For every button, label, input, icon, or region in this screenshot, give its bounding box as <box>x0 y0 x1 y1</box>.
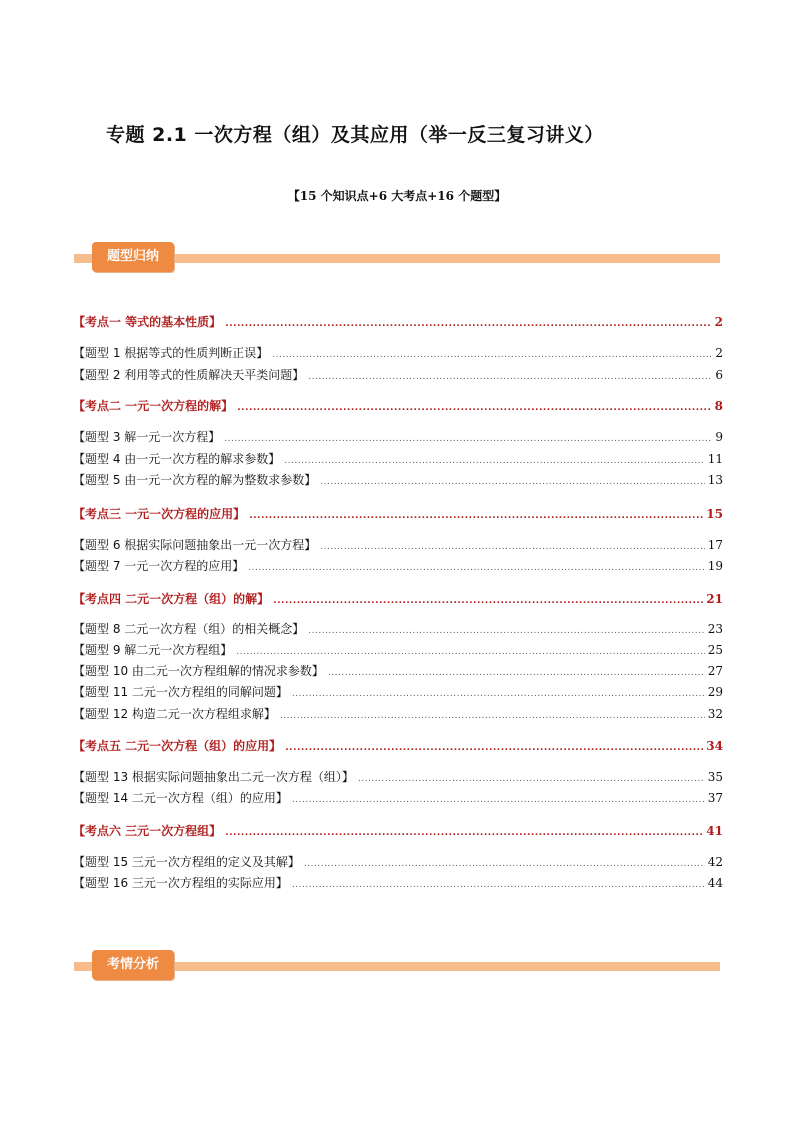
section-label-types: 题型归纳 <box>92 242 174 272</box>
toc-leader-dots <box>249 511 703 521</box>
toc-page-number: 6 <box>715 368 723 382</box>
toc-leader-dots <box>328 668 705 678</box>
toc-leader-dots <box>237 403 711 413</box>
section-label-analysis: 考情分析 <box>92 950 174 980</box>
section-header-analysis <box>74 950 720 984</box>
toc-item-row[interactable] <box>73 705 723 723</box>
toc-page-number: 41 <box>706 824 723 838</box>
toc-page-number: 11 <box>707 452 723 466</box>
toc-leader-dots <box>292 880 705 890</box>
toc-item-row[interactable] <box>73 768 723 786</box>
toc-leader-dots <box>225 828 703 838</box>
toc-category-row[interactable] <box>73 313 723 331</box>
toc-item-row[interactable] <box>73 536 723 554</box>
toc-leader-dots <box>248 563 704 573</box>
toc-page-number: 2 <box>714 315 723 329</box>
toc-page-number: 8 <box>714 399 723 413</box>
toc-page-number: 15 <box>706 507 723 521</box>
toc-page-number: 9 <box>715 430 723 444</box>
toc-category-title: 【考点二 一元一次方程的解】 <box>73 399 234 413</box>
toc-leader-dots <box>358 774 705 784</box>
toc-category-title: 【考点三 一元一次方程的应用】 <box>73 507 246 521</box>
toc-page-number: 32 <box>707 707 723 721</box>
toc-item-title: 【题型 1 根据等式的性质判断正误】 <box>73 346 269 360</box>
toc-leader-dots <box>304 859 705 869</box>
toc-item-row[interactable] <box>73 471 723 489</box>
toc-category-title: 【考点四 二元一次方程（组）的解】 <box>73 592 270 606</box>
toc-category-row[interactable] <box>73 737 723 755</box>
toc-leader-dots <box>308 372 712 382</box>
toc-category-row[interactable] <box>73 397 723 415</box>
toc-category-row[interactable] <box>73 590 723 608</box>
toc-page-number: 25 <box>707 643 723 657</box>
toc-page-number: 21 <box>706 592 723 606</box>
toc-item-title: 【题型 13 根据实际问题抽象出二元一次方程（组）】 <box>73 770 354 784</box>
toc-leader-dots <box>320 542 704 552</box>
toc-item-title: 【题型 4 由一元一次方程的解求参数】 <box>73 452 281 466</box>
toc-page-number: 35 <box>707 770 723 784</box>
toc-leader-dots <box>292 795 705 805</box>
toc-item-row[interactable] <box>73 874 723 892</box>
toc-item-row[interactable] <box>73 428 723 446</box>
toc-leader-dots <box>236 647 704 657</box>
toc-page-number: 34 <box>706 739 723 753</box>
toc-leader-dots <box>292 689 705 699</box>
toc-item-row[interactable] <box>73 620 723 638</box>
toc-item-row[interactable] <box>73 344 723 362</box>
toc-leader-dots <box>320 477 704 487</box>
toc-leader-dots <box>273 596 703 606</box>
toc-item-title: 【题型 9 解二元一次方程组】 <box>73 643 233 657</box>
toc-page-number: 44 <box>707 876 723 890</box>
toc-item-title: 【题型 2 利用等式的性质解决天平类问题】 <box>73 368 305 382</box>
toc-category-row[interactable] <box>73 505 723 523</box>
document-title: 专题 2.1 一次方程（组）及其应用（举一反三复习讲义） <box>106 124 604 146</box>
toc-item-title: 【题型 6 根据实际问题抽象出一元一次方程】 <box>73 538 317 552</box>
toc-page-number: 27 <box>707 664 723 678</box>
toc-item-title: 【题型 3 解一元一次方程】 <box>73 430 221 444</box>
toc-category-title: 【考点一 等式的基本性质】 <box>73 315 222 329</box>
toc-leader-dots <box>280 711 705 721</box>
toc-item-title: 【题型 12 构造二元一次方程组求解】 <box>73 707 276 721</box>
toc-leader-dots <box>308 626 704 636</box>
toc-item-title: 【题型 10 由二元一次方程组解的情况求参数】 <box>73 664 324 678</box>
toc-leader-dots <box>272 350 712 360</box>
toc-item-row[interactable] <box>73 641 723 659</box>
toc-page-number: 29 <box>707 685 723 699</box>
toc-page-number: 19 <box>707 559 723 573</box>
toc-leader-dots <box>224 434 712 444</box>
toc-item-title: 【题型 8 二元一次方程（组）的相关概念】 <box>73 622 305 636</box>
toc-item-title: 【题型 7 一元一次方程的应用】 <box>73 559 245 573</box>
toc-item-row[interactable] <box>73 557 723 575</box>
toc-item-title: 【题型 15 三元一次方程组的定义及其解】 <box>73 855 300 869</box>
toc-item-row[interactable] <box>73 366 723 384</box>
toc-item-title: 【题型 16 三元一次方程组的实际应用】 <box>73 876 288 890</box>
toc-item-row[interactable] <box>73 662 723 680</box>
toc-item-row[interactable] <box>73 450 723 468</box>
section-header-types <box>74 242 720 276</box>
toc-page-number: 42 <box>707 855 723 869</box>
toc-leader-dots <box>284 456 704 466</box>
toc-category-title: 【考点六 三元一次方程组】 <box>73 824 222 838</box>
toc-item-row[interactable] <box>73 853 723 871</box>
toc-page-number: 17 <box>707 538 723 552</box>
toc-leader-dots <box>285 743 703 753</box>
toc-item-title: 【题型 14 二元一次方程（组）的应用】 <box>73 791 288 805</box>
toc-item-row[interactable] <box>73 789 723 807</box>
toc-page-number: 13 <box>707 473 723 487</box>
toc-page-number: 2 <box>715 346 723 360</box>
toc-item-row[interactable] <box>73 683 723 701</box>
toc-leader-dots <box>225 319 711 329</box>
document-subtitle: 【15 个知识点+6 大考点+16 个题型】 <box>287 189 507 203</box>
toc-page-number: 23 <box>707 622 723 636</box>
toc-item-title: 【题型 11 二元一次方程组的同解问题】 <box>73 685 288 699</box>
toc-page-number: 37 <box>707 791 723 805</box>
toc-item-title: 【题型 5 由一元一次方程的解为整数求参数】 <box>73 473 317 487</box>
toc-category-title: 【考点五 二元一次方程（组）的应用】 <box>73 739 282 753</box>
toc-category-row[interactable] <box>73 822 723 840</box>
